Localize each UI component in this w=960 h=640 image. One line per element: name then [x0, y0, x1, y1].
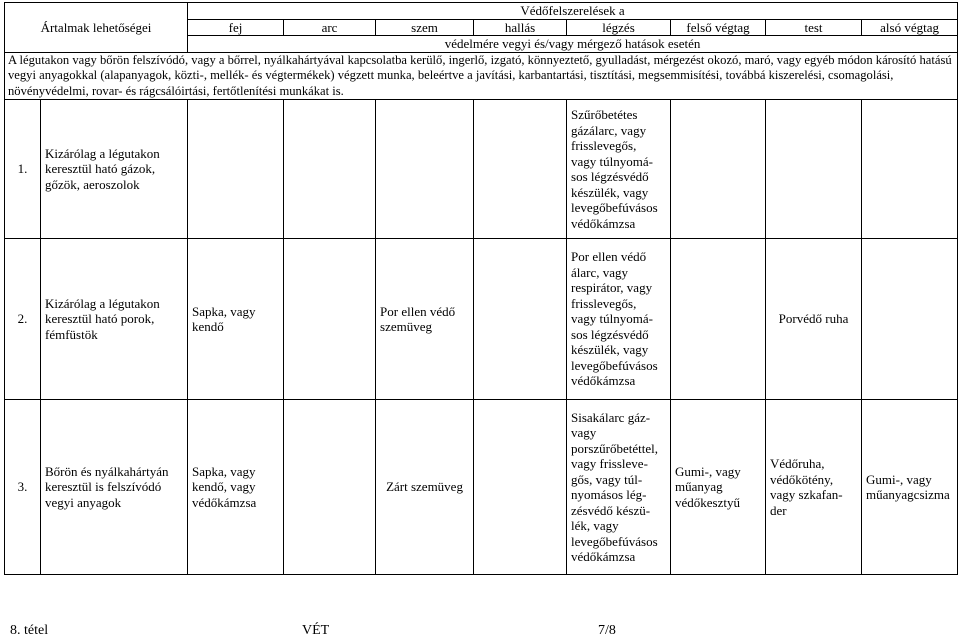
cell-arc: [284, 400, 376, 575]
cell-fej: [188, 100, 284, 239]
row-number: 2.: [5, 239, 41, 400]
intro-text: A légutakon vagy bőrön felszívódó, vagy a bőrrel, nyálkahártyával kapcsolatba kerülő, ingerlő, izgató, könnyeztető, gyulladást, mérgezést okozó, maró, vagy egyéb módon károsító hatású vegyi anyagokkal (alapanyagok, közti-, mellék- és végtermékek) végzett munka, beleértve a javítási, karbantartási, tisztítási, megsemmisítési, továbbá kiszerelési, csomagolási, növényvédelmi, rovar- és rágcsálóirtási, fertőtlenítési munkákat is.: [5, 52, 958, 100]
page-number: 7/8: [598, 623, 616, 638]
cell-hallas: [474, 100, 567, 239]
column-header-felso-vegtag: felső végtag: [671, 19, 766, 36]
table-row: [5, 239, 958, 400]
cell-legzes: Szűrőbetétes gázálarc, vagy frisslevegős, vagy túlnyomá- sos légzésvédő készülék, vagy levegőbefúvásos védőkámzsa: [567, 100, 671, 239]
column-header-szem: szem: [376, 19, 474, 36]
footer-center-label: VÉT: [302, 623, 330, 638]
column-header-arc: arc: [284, 19, 376, 36]
cell-szem: Zárt szemüveg: [376, 400, 474, 575]
cell-hallas: [474, 239, 567, 400]
row-number: 3.: [5, 400, 41, 575]
cell-arc: [284, 239, 376, 400]
hazard-cell: Bőrön és nyálkahártyán keresztül is felszívódó vegyi anyagok: [41, 400, 188, 575]
hazard-cell: Kizárólag a légutakon keresztül ható porok, fémfüstök: [41, 239, 188, 400]
table-title: Védőfelszerelések a: [188, 3, 958, 20]
header-row-1: [5, 3, 958, 20]
column-header-legzes: légzés: [567, 19, 671, 36]
cell-fej: Sapka, vagy kendő, vagy védőkámzsa: [188, 400, 284, 575]
cell-szem: Por ellen védő szemüveg: [376, 239, 474, 400]
cell-also-vegtag: Gumi-, vagy műanyagcsizma: [862, 400, 958, 575]
table-subtitle: védelmére vegyi és/vagy mérgező hatások esetén: [188, 36, 958, 53]
footer-topic: 8. tétel: [10, 623, 49, 638]
cell-also-vegtag: [862, 239, 958, 400]
cell-test: [766, 100, 862, 239]
cell-test: Védőruha, védőkötény, vagy szkafan- der: [766, 400, 862, 575]
cell-legzes: Sisakálarc gáz- vagy porszűrőbetéttel, vagy frissleve- gős, vagy túl- nyomásos lég- zésvédő készü- lék, vagy levegőbefúvásos védőkámzsa: [567, 400, 671, 575]
column-header-fej: fej: [188, 19, 284, 36]
hazard-cell: Kizárólag a légutakon keresztül ható gázok, gőzök, aeroszolok: [41, 100, 188, 239]
cell-szem: [376, 100, 474, 239]
table-row: [5, 100, 958, 239]
page-footer: [6, 622, 956, 640]
cell-legzes: Por ellen védő álarc, vagy respirátor, vagy frisslevegős, vagy túlnyomá- sos légzésvédő készülék, vagy levegőbefúvásos védőkámzsa: [567, 239, 671, 400]
protective-equipment-table: [4, 2, 958, 575]
cell-test: Porvédő ruha: [766, 239, 862, 400]
column-header-hallas: hallás: [474, 19, 567, 36]
cell-felso-vegtag: Gumi-, vagy műanyag védőkesztyű: [671, 400, 766, 575]
cell-also-vegtag: [862, 100, 958, 239]
column-header-also-vegtag: alsó végtag: [862, 19, 958, 36]
cell-fej: Sapka, vagy kendő: [188, 239, 284, 400]
row-number: 1.: [5, 100, 41, 239]
table-row: [5, 400, 958, 575]
column-header-test: test: [766, 19, 862, 36]
cell-hallas: [474, 400, 567, 575]
cell-felso-vegtag: [671, 100, 766, 239]
cell-arc: [284, 100, 376, 239]
cell-felso-vegtag: [671, 239, 766, 400]
hazard-column-header: Ártalmak lehetőségei: [5, 3, 188, 53]
intro-row: [5, 52, 958, 100]
